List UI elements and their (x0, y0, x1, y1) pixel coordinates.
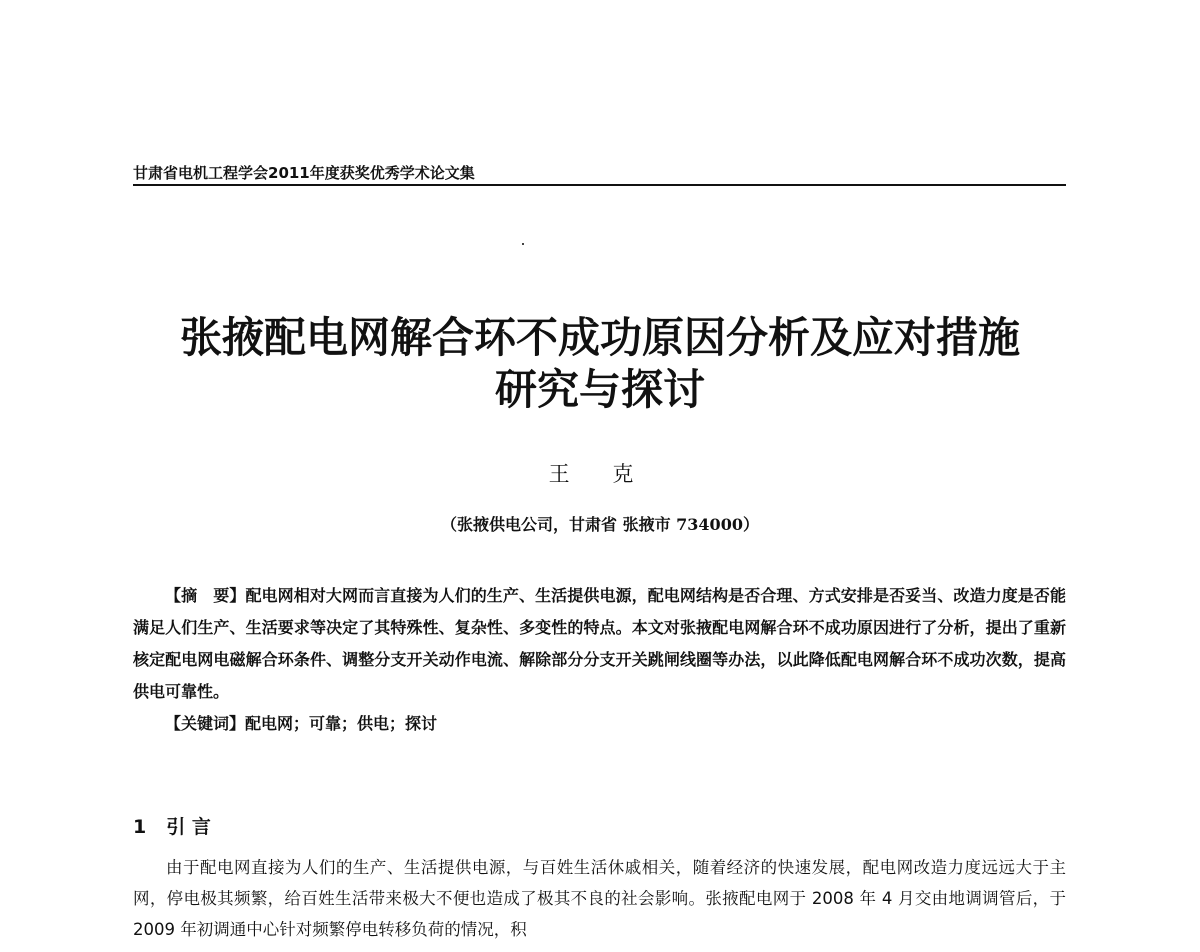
section-title: 引 言 (166, 816, 211, 838)
abstract-text: 配电网相对大网而言直接为人们的生产、生活提供电源，配电网结构是否合理、方式安排是否妥当、改造力度是否能满足人们生产、生活要求等决定了其特殊性、复杂性、多变性的特点。本文对张掖配电网解合环不成功原因进行了分析，提出了重新核定配电网电磁解合环条件、调整分支开关动作电流、解除部分分支开关跳闸线圈等办法，以此降低配电网解合环不成功次数，提高供电可靠性。 (133, 586, 1066, 701)
section-heading (133, 812, 211, 839)
title-line-2: 研究与探讨 (494, 365, 705, 414)
running-head (133, 160, 1066, 186)
abstract-block (133, 580, 1066, 740)
section-number: 1 (133, 816, 147, 838)
abstract-label: 【摘 要】 (165, 586, 246, 605)
title-line-1: 张掖配电网解合环不成功原因分析及应对措施 (179, 313, 1020, 362)
author-affiliation: （张掖供电公司，甘肃省 张掖市 734000） (441, 515, 759, 534)
keywords-label: 【关键词】 (165, 714, 246, 733)
abstract-paragraph (133, 580, 1066, 708)
keywords-paragraph (133, 708, 1066, 740)
running-head-text: 甘肃省电机工程学会2011年度获奖优秀学术论文集 (133, 164, 475, 182)
scan-speck (522, 243, 524, 245)
body-text (133, 852, 1066, 945)
keywords-text: 配电网；可靠；供电；探讨 (245, 714, 438, 733)
author-name: 王 克 (548, 462, 652, 486)
body-paragraph: 由于配电网直接为人们的生产、生活提供电源，与百姓生活休戚相关，随着经济的快速发展，配电网改造力度远远大于主网，停电极其频繁，给百姓生活带来极大不便也造成了极其不良的社会影响。张掖配电网于 2008 年 4 月交由地调调管后，于 2009 年初调通中心针对频繁停电转移负荷的情况，积 (133, 858, 1066, 939)
paper-title (100, 312, 1100, 416)
